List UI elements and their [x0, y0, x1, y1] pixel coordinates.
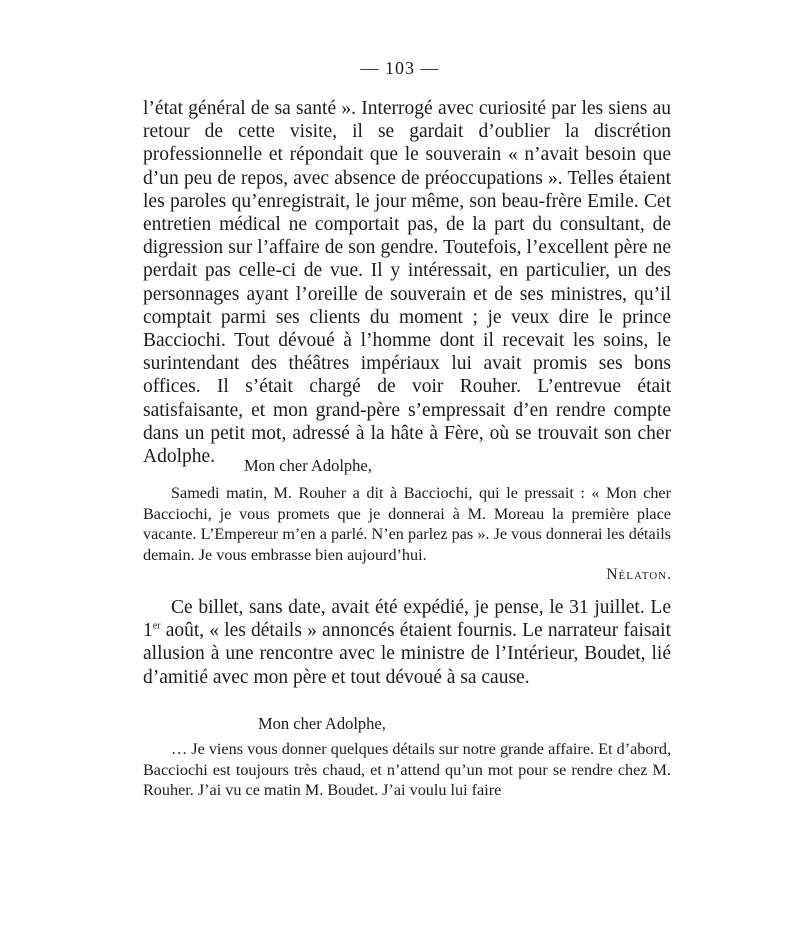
letter-2-text: … Je viens vous donner quelques détails sur notre grande affaire. Et d’abord, Bacciochi est toujours très chaud, et n’attend qu’un mot pour se rendre chez M. Rouher. J’ai vu ce matin M. Boudet. J’ai voulu lui faire	[143, 740, 671, 799]
ordinal-superscript: er	[152, 620, 161, 632]
letter-2-salutation: Mon cher Adolphe,	[258, 714, 386, 733]
body-paragraph-2-part-1: Ce billet, sans date, avait été expédié, je pense, le 31 juillet. Le 1	[143, 597, 671, 642]
letter-1-salutation: Mon cher Adolphe,	[244, 456, 372, 475]
body-paragraph-1: l’état général de sa santé ». Interrogé avec curiosité par les siens au retour de cette visite, il se gardait d’oublier la discrétion professionnelle et répondait que le souverain « n’avait besoin que d’un peu de repos, avec absence de préoccupations ». Telles étaient les paroles qu’enregistrait, le jour même, son beau-frère Emile. Cet entretien médical ne comportait pas, de la part du consultant, de digression sur l’affaire de son gendre. Toutefois, l’excellent père ne perdait pas celle-ci de vue. Il y intéressait, en particulier, un des personnages ayant l’oreille de souverain et de ses ministres, qu’il comptait parmi ses clients du moment ; je veux dire le prince Bacciochi. Tout dévoué à l’homme dont il recevait les soins, le surintendant des théâtres impériaux lui avait promis ses bons offices. Il s’était chargé de voir Rouher. L’entrevue était satisfaisante, et mon grand-père s’empressait d’en rendre compte dans un petit mot, adressé à la hâte à Fère, où se trouvait son cher Adolphe.	[143, 98, 671, 468]
letter-1-signature: Nélaton.	[606, 566, 672, 583]
body-paragraph-2-part-2: août, « les détails » annoncés étaient fournis. Le narrateur faisait allusion à une rencontre avec le ministre de l’Intérieur, Boudet, lié d’amitié avec mon père et tout dévoué à sa cause.	[143, 620, 671, 688]
body-paragraph-2	[143, 596, 671, 689]
page-number: — 103 —	[360, 58, 440, 78]
letter-1-text: Samedi matin, M. Rouher a dit à Bacciochi, qui le pressait : « Mon cher Bacciochi, je vous promets que je donnerai à M. Moreau la première place vacante. L’Empereur m’en a parlé. N’en parlez pas ». Je vous donnerai les détails demain. Je vous embrasse bien aujourd’hui.	[143, 484, 671, 564]
